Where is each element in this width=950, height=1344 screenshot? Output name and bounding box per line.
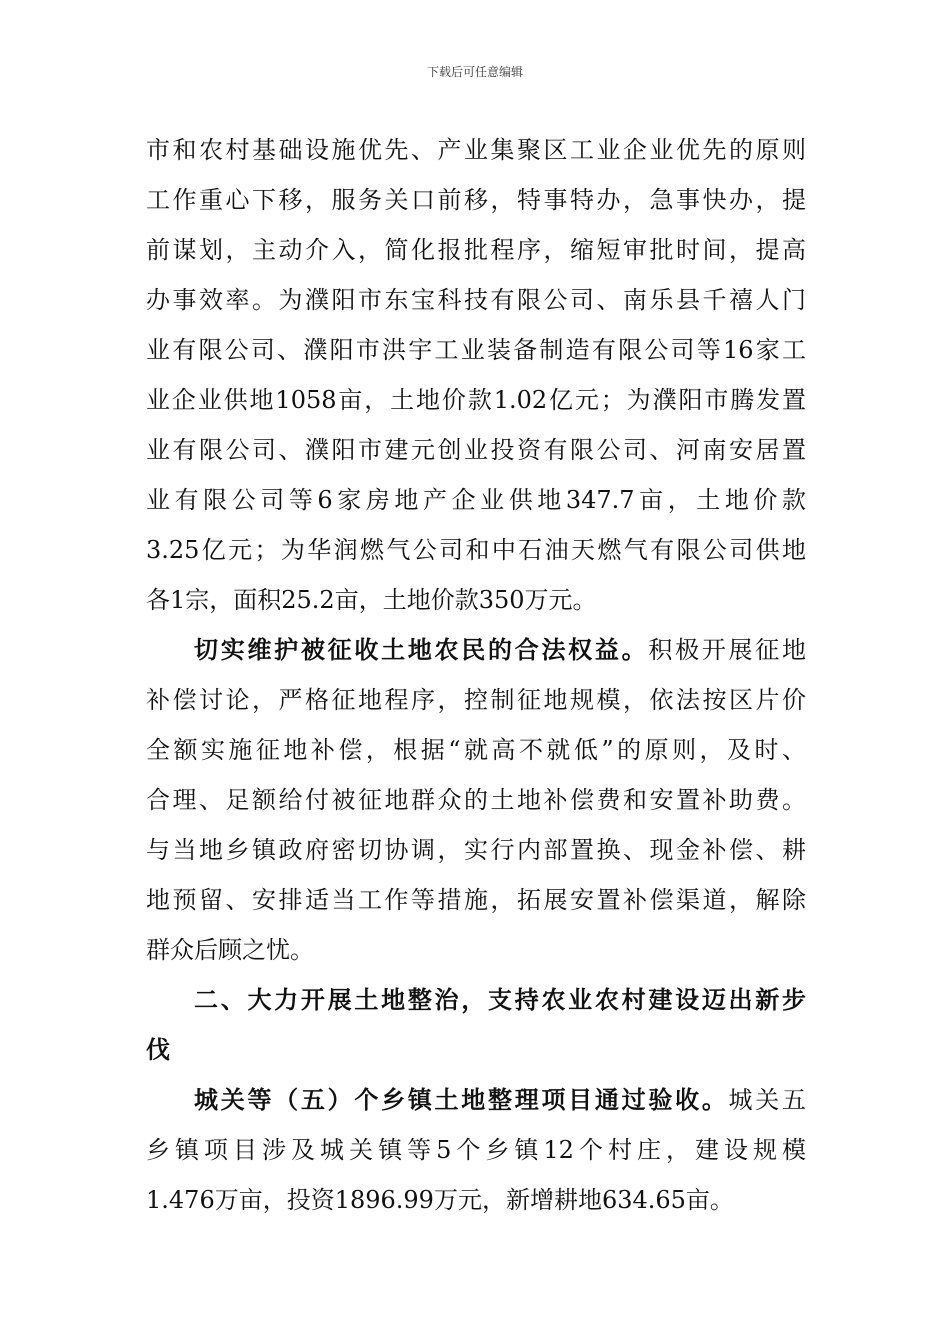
text-line: 乡镇项目涉及城关镇等5个乡镇12个村庄，建设规模 xyxy=(146,1136,806,1164)
paragraph-text: 城关五 xyxy=(728,1086,807,1114)
text-line: 办事效率。为濮阳市东宝科技有限公司、南乐县千禧人门 xyxy=(146,286,806,314)
page-header: 下载后可任意编辑 xyxy=(426,65,523,79)
paragraph-heading: 城关等（五）个乡镇土地整理项目通过验收。 xyxy=(194,1085,729,1114)
paragraph-land-supply xyxy=(146,125,806,625)
paragraph-heading: 切实维护被征收土地农民的合法权益。 xyxy=(194,635,649,664)
text-line: 业有限公司、濮阳市建元创业投资有限公司、河南安居置 xyxy=(146,436,806,464)
text-line: 市和农村基础设施优先、产业集聚区工业企业优先的原则 xyxy=(146,136,806,164)
text-line: 各1宗，面积25.2亩，土地价款350万元。 xyxy=(146,586,597,614)
text-line: 3.25亿元；为华润燃气公司和中石油天燃气有限公司供地 xyxy=(146,536,806,564)
text-line: 全额实施征地补偿，根据“就高不就低”的原则，及时、 xyxy=(146,736,806,764)
text-line: 业企业供地1058亩，土地价款1.02亿元；为濮阳市腾发置 xyxy=(146,386,806,414)
text-line: 业有限公司、濮阳市洪宇工业装备制造有限公司等16家工 xyxy=(146,336,806,364)
section-heading-line: 二、大力开展土地整治，支持农业农村建设迈出新步 xyxy=(194,985,806,1014)
section-heading xyxy=(146,975,806,1075)
text-line: 前谋划，主动介入，简化报批程序，缩短审批时间，提高 xyxy=(146,236,806,264)
text-line: 补偿讨论，严格征地程序，控制征地规模，依法按区片价 xyxy=(146,686,806,714)
paragraph-farmer-rights xyxy=(146,625,806,975)
text-line: 群众后顾之忧。 xyxy=(146,936,314,964)
text-line: 1.476万亩，投资1896.99万元，新增耕地634.65亩。 xyxy=(146,1186,734,1214)
text-line xyxy=(146,625,806,675)
text-line: 工作重心下移，服务关口前移，特事特办，急事快办，提 xyxy=(146,186,806,214)
paragraph-land-consolidation xyxy=(146,1075,806,1225)
text-line: 与当地乡镇政府密切协调，实行内部置换、现金补偿、耕 xyxy=(146,836,806,864)
document-body xyxy=(146,125,806,1225)
text-line xyxy=(146,1075,806,1125)
text-line: 地预留、安排适当工作等措施，拓展安置补偿渠道，解除 xyxy=(146,886,806,914)
text-line: 合理、足额给付被征地群众的土地补偿费和安置补助费。 xyxy=(146,786,806,814)
paragraph-text: 积极开展征地 xyxy=(648,636,807,664)
section-heading-line: 伐 xyxy=(146,1035,170,1064)
text-line: 业有限公司等6家房地产企业供地347.7亩，土地价款 xyxy=(146,486,806,514)
